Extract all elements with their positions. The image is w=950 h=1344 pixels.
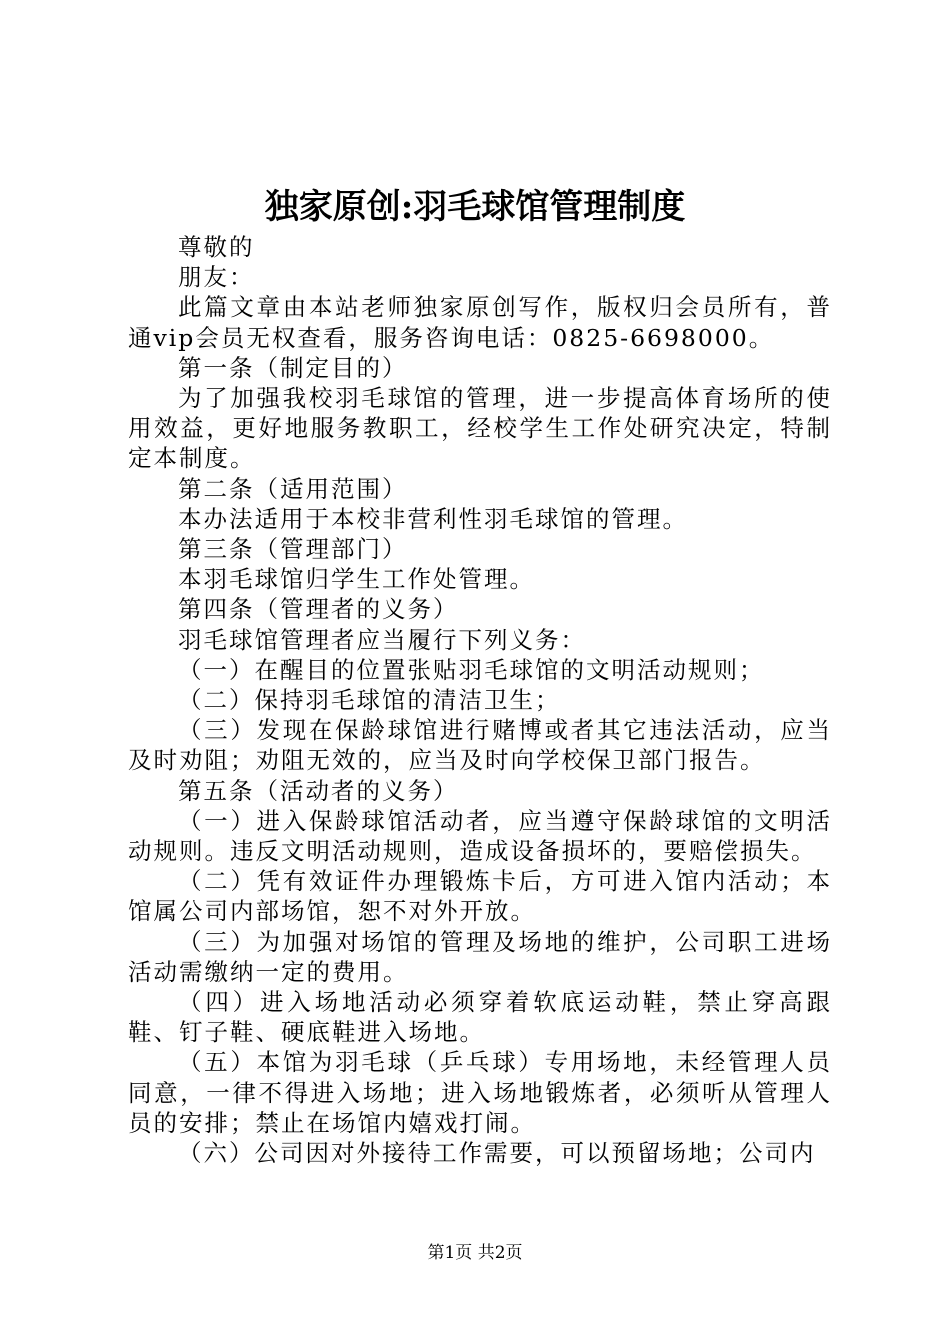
paragraph: （二）保持羽毛球馆的清洁卫生； (178, 686, 561, 715)
paragraph: 朋友： (178, 263, 255, 292)
paragraph: 本羽毛球馆归学生工作处管理。 (178, 565, 535, 594)
paragraph: （三）发现在保龄球馆进行赌博或者其它违法活动，应当及时劝阻；劝阻无效的，应当及时向学校保卫部门报告。 (128, 716, 832, 775)
paragraph: （二）凭有效证件办理锻炼卡后，方可进入馆内活动；本馆属公司内部场馆，恕不对外开放。 (128, 867, 832, 926)
paragraph: 第三条（管理部门） (178, 535, 408, 564)
paragraph: 第二条（适用范围） (178, 474, 408, 503)
document-body (128, 232, 832, 1168)
paragraph: （一）在醒目的位置张贴羽毛球馆的文明活动规则； (178, 655, 765, 684)
paragraph: 第五条（活动者的义务） (178, 776, 459, 805)
paragraph: 此篇文章由本站老师独家原创写作，版权归会员所有，普通vip会员无权查看，服务咨询电话：0825-6698000。 (128, 293, 832, 352)
paragraph: 本办法适用于本校非营利性羽毛球馆的管理。 (178, 504, 688, 533)
paragraph: （五）本馆为羽毛球（乒乓球）专用场地，未经管理人员同意，一律不得进入场地；进入场地锻炼者，必须听从管理人员的安排；禁止在场馆内嬉戏打闹。 (128, 1048, 832, 1137)
paragraph: 尊敬的 (178, 233, 255, 261)
paragraph: 第四条（管理者的义务） (178, 595, 459, 624)
paragraph: 第一条（制定目的） (178, 353, 408, 382)
paragraph: （四）进入场地活动必须穿着软底运动鞋，禁止穿高跟鞋、钉子鞋、硬底鞋进入场地。 (128, 988, 832, 1047)
paragraph: 羽毛球馆管理者应当履行下列义务： (178, 625, 586, 654)
page-title: 独家原创:羽毛球馆管理制度 (264, 187, 686, 227)
paragraph: （一）进入保龄球馆活动者，应当遵守保龄球馆的文明活动规则。违反文明活动规则，造成设备损坏的，要赔偿损失。 (128, 806, 832, 866)
paragraph: 为了加强我校羽毛球馆的管理，进一步提高体育场所的使用效益，更好地服务教职工，经校学生工作处研究决定，特制定本制度。 (128, 384, 832, 473)
paragraph: （三）为加强对场馆的管理及场地的维护，公司职工进场活动需缴纳一定的费用。 (128, 927, 832, 986)
page-footer: 第1页 共2页 (427, 1243, 523, 1263)
paragraph: （六）公司因对外接待工作需要，可以预留场地；公司内 (178, 1139, 816, 1168)
